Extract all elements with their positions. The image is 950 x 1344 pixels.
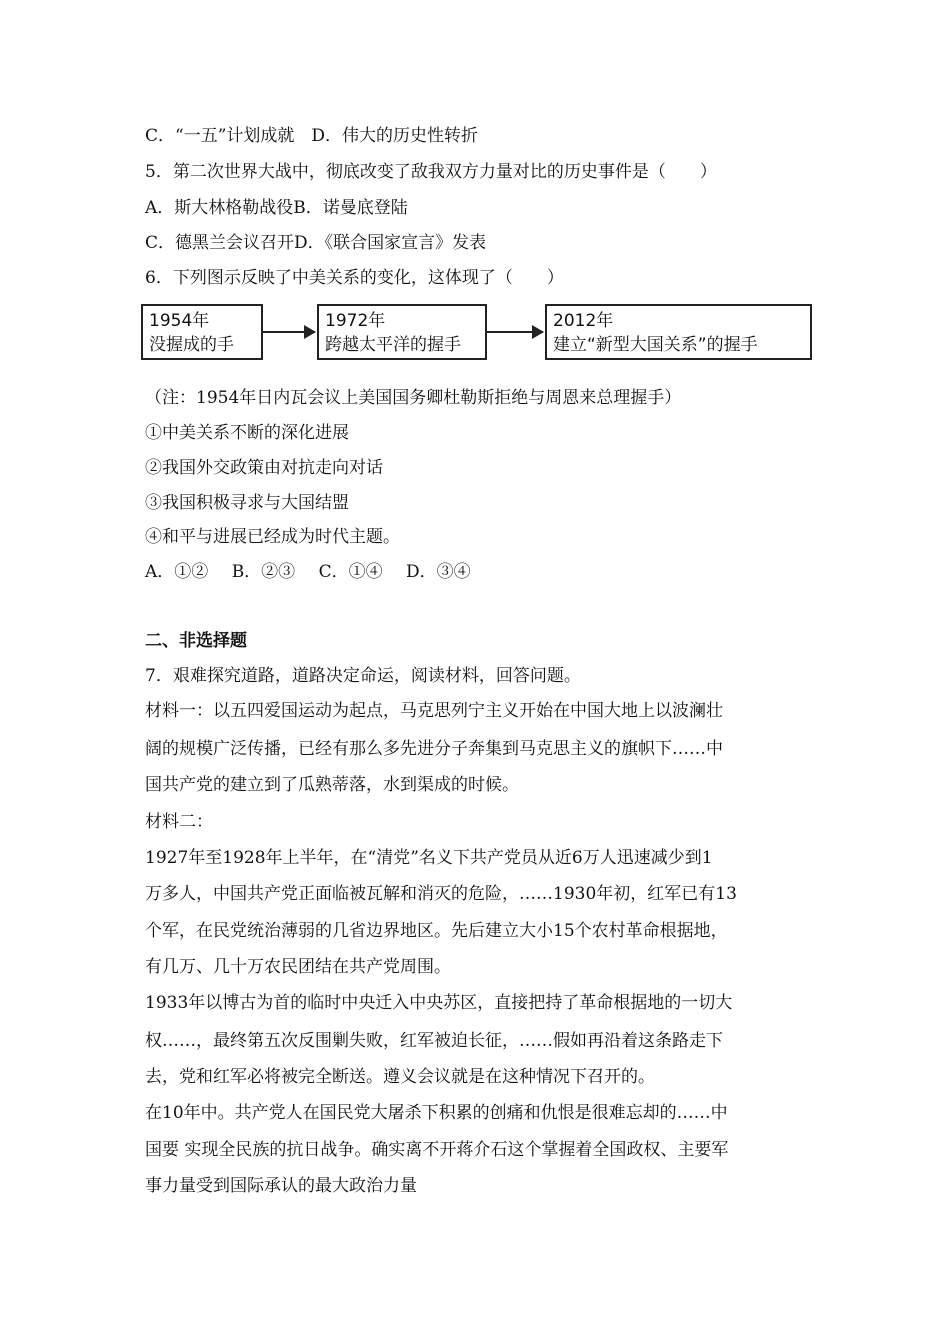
- section-heading: 二、非选择题: [145, 631, 247, 651]
- material-2-para-1-line-3: 个军，在民党统治薄弱的几省边界地区。先后建立大小15个农村革命根据地，: [145, 921, 728, 941]
- line-choice-cd: C．“一五”计划成就 D．伟大的历史性转折: [145, 126, 479, 146]
- question-5-options-cd: C．德黑兰会议召开D．《联合国家宣言》发表: [145, 233, 487, 253]
- question-7: 7．艰难探究道路，道路决定命运，阅读材料，回答问题。: [145, 666, 581, 686]
- material-2-para-3-line-2: 国要 实现全民族的抗日战争。确实离不开蒋介石这个掌握着全国政权、主要军: [145, 1140, 729, 1160]
- statement-1: ①中美关系不断的深化进展: [145, 423, 349, 443]
- diagram-box-1954: [141, 304, 263, 360]
- choice-a: A．①②: [145, 562, 209, 582]
- statement-2: ②我国外交政策由对抗走向对话: [145, 458, 383, 478]
- material-2-para-2-line-3: 去，党和红军必将被完全断送。遵义会议就是在这种情况下召开的。: [145, 1067, 655, 1087]
- material-2-para-3-line-1: 在10年中。共产党人在国民党大屠杀下积累的创痛和仇恨是很难忘却的……中: [145, 1103, 728, 1123]
- sino-us-relations-diagram: [141, 298, 814, 368]
- diagram-box-1972-year: 1972年: [325, 311, 386, 331]
- choice-c: C．①④: [318, 562, 383, 582]
- material-2-para-1-line-2: 万多人，中国共产党正面临被瓦解和消灭的危险，……1930年初，红军已有13: [145, 884, 737, 904]
- question-6-choices: [145, 561, 471, 583]
- question-5-options-ab: A．斯大林格勒战役B．诺曼底登陆: [145, 198, 408, 218]
- diagram-box-2012-text: 建立“新型大国关系”的握手: [553, 335, 758, 355]
- diagram-box-2012: [545, 304, 812, 360]
- material-1-line-2: 阔的规模广泛传播，已经有那么多先进分子奔集到马克思主义的旗帜下……中: [145, 739, 723, 759]
- choice-b: B．②③: [231, 562, 296, 582]
- diagram-box-1954-year: 1954年: [149, 311, 210, 331]
- choice-d: D．③④: [406, 562, 471, 582]
- statement-4: ④和平与进展已经成为时代主题。: [145, 527, 400, 547]
- material-2-para-1-line-1: 1927年至1928年上半年，在“清党”名义下共产党员从近6万人迅速减少到1: [145, 848, 713, 868]
- material-1-line-3: 国共产党的建立到了瓜熟蒂落，水到渠成的时候。: [145, 775, 519, 795]
- note: （注：1954年日内瓦会议上美国国务卿杜勒斯拒绝与周恩来总理握手）: [145, 388, 682, 408]
- material-1-line-1: 材料一：以五四爱国运动为起点，马克思列宁主义开始在中国大地上以波澜壮: [145, 701, 723, 721]
- material-2-label: 材料二：: [145, 812, 213, 832]
- material-2-para-2-line-1: 1933年以博古为首的临时中央迁入中央苏区，直接把持了革命根据地的一切大: [145, 993, 733, 1013]
- diagram-box-2012-year: 2012年: [553, 311, 614, 331]
- material-2-para-3-line-3: 事力量受到国际承认的最大政治力量: [145, 1176, 417, 1196]
- diagram-box-1972: [317, 304, 487, 360]
- material-2-para-1-line-4: 有几万、几十万农民团结在共产党周围。: [145, 957, 451, 977]
- diagram-box-1954-text: 没握成的手: [149, 335, 234, 355]
- question-6: 6．下列图示反映了中美关系的变化，这体现了（ ）: [145, 268, 564, 288]
- arrow-icon: [263, 331, 315, 333]
- question-5: 5．第二次世界大战中，彻底改变了敌我双方力量对比的历史事件是（ ）: [145, 162, 717, 182]
- statement-3: ③我国积极寻求与大国结盟: [145, 493, 349, 513]
- arrow-icon: [487, 331, 543, 333]
- material-2-para-2-line-2: 权……，最终第五次反围剿失败，红军被迫长征，……假如再沿着这条路走下: [145, 1031, 723, 1051]
- diagram-box-1972-text: 跨越太平洋的握手: [325, 335, 461, 355]
